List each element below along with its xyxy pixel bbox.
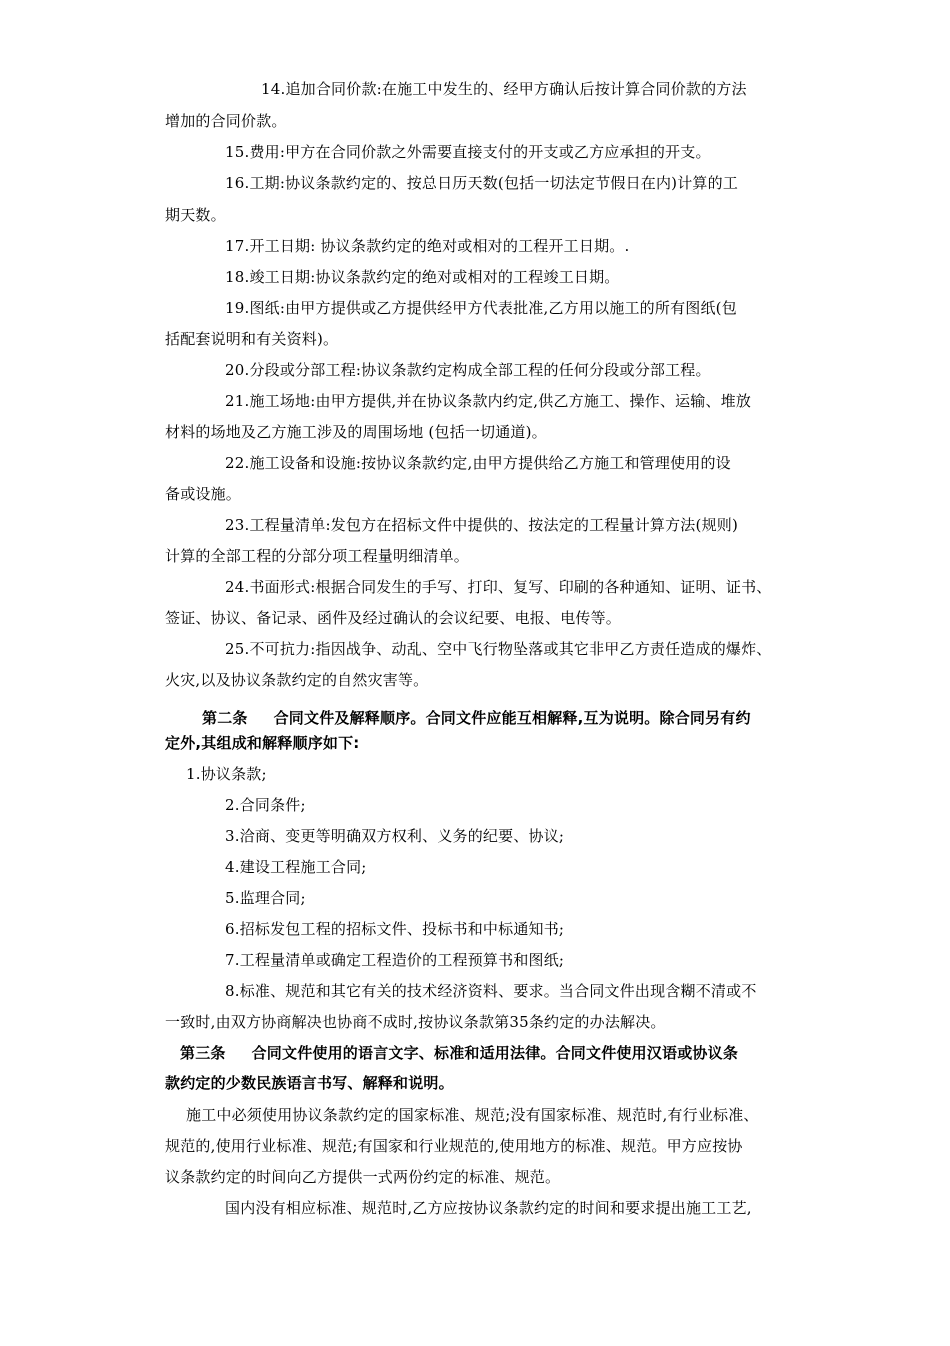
definition-17: 17.开工日期: 协议条款约定的绝对或相对的工程开工日期。. bbox=[225, 237, 630, 255]
article-2-item-3: 3.洽商、变更等明确双方权利、义务的纪要、协议; bbox=[225, 827, 565, 845]
article-3-para1-line2: 规范的,使用行业标准、规范;有国家和行业规范的,使用地方的标准、规范。甲方应按协 bbox=[165, 1137, 743, 1155]
article-2-item-4: 4.建设工程施工合同; bbox=[225, 858, 367, 876]
definition-25-line2: 火灾,以及协议条款约定的自然灾害等。 bbox=[165, 671, 429, 689]
definition-15: 15.费用:甲方在合同价款之外需要直接支付的开支或乙方应承担的开支。 bbox=[225, 143, 711, 161]
definition-19-line1: 19.图纸:由甲方提供或乙方提供经甲方代表批准,乙方用以施工的所有图纸(包 bbox=[225, 299, 737, 317]
article-2-item-8-tail: 一致时,由双方协商解决也协商不成时,按协议条款第35条约定的办法解决。 bbox=[165, 1013, 666, 1031]
article-2-item-8: 8.标准、规范和其它有关的技术经济资料、要求。当合同文件出现含糊不清或不 bbox=[225, 982, 757, 1000]
article-3-label: 第三条 bbox=[180, 1044, 226, 1062]
article-2-item-2: 2.合同条件; bbox=[225, 796, 306, 814]
article-3-heading-line1 bbox=[180, 1043, 738, 1063]
definition-16-line2: 期天数。 bbox=[165, 206, 226, 224]
definition-21-line1: 21.施工场地:由甲方提供,并在协议条款内约定,供乙方施工、操作、运输、堆放 bbox=[225, 392, 752, 410]
definition-14-line2: 增加的合同价款。 bbox=[165, 112, 287, 130]
definition-22-line2: 备或设施。 bbox=[165, 485, 242, 503]
article-3-para1-line1: 施工中必须使用协议条款约定的国家标准、规范;没有国家标准、规范时,有行业标准、 bbox=[186, 1106, 759, 1124]
article-2-item-5: 5.监理合同; bbox=[225, 889, 306, 907]
definition-20: 20.分段或分部工程:协议条款约定构成全部工程的任何分段或分部工程。 bbox=[225, 361, 711, 379]
article-2-item-6: 6.招标发包工程的招标文件、投标书和中标通知书; bbox=[225, 920, 565, 938]
definition-21-line2: 材料的场地及乙方施工涉及的周围场地 (包括一切通道)。 bbox=[165, 423, 547, 441]
definition-14-line1: 14.追加合同价款:在施工中发生的、经甲方确认后按计算合同价款的方法 bbox=[261, 80, 747, 98]
article-2-item-7: 7.工程量清单或确定工程造价的工程预算书和图纸; bbox=[225, 951, 565, 969]
definition-23-line1: 23.工程量清单:发包方在招标文件中提供的、按法定的工程量计算方法(规则) bbox=[225, 516, 739, 534]
article-2-label: 第二条 bbox=[202, 709, 248, 727]
article-2-heading-line2: 定外,其组成和解释顺序如下: bbox=[165, 734, 360, 752]
article-3-para1-line3: 议条款约定的时间向乙方提供一式两份约定的标准、规范。 bbox=[165, 1168, 561, 1186]
article-2-heading-line1 bbox=[202, 708, 751, 728]
definition-24-line1: 24.书面形式:根据合同发生的手写、打印、复写、印刷的各种通知、证明、证书、 bbox=[225, 578, 772, 596]
article-3-heading-line2: 款约定的少数民族语言书写、解释和说明。 bbox=[165, 1074, 454, 1092]
article-2-item-1: 1.协议条款; bbox=[186, 765, 267, 783]
definition-25-line1: 25.不可抗力:指因战争、动乱、空中飞行物坠落或其它非甲乙方责任造成的爆炸、 bbox=[225, 640, 772, 658]
article-3-title: 合同文件使用的语言文字、标准和适用法律。合同文件使用汉语或协议条 bbox=[251, 1044, 739, 1062]
definition-19-line2: 括配套说明和有关资料)。 bbox=[165, 330, 339, 348]
definition-24-line2: 签证、协议、备记录、函件及经过确认的会议纪要、电报、电传等。 bbox=[165, 609, 622, 627]
definition-18: 18.竣工日期:协议条款约定的绝对或相对的工程竣工日期。 bbox=[225, 268, 620, 286]
definition-22-line1: 22.施工设备和设施:按协议条款约定,由甲方提供给乙方施工和管理使用的设 bbox=[225, 454, 731, 472]
article-2-title: 合同文件及解释顺序。合同文件应能互相解释,互为说明。除合同另有约 bbox=[273, 709, 751, 727]
definition-16-line1: 16.工期:协议条款约定的、按总日历天数(包括一切法定节假日在内)计算的工 bbox=[225, 174, 739, 192]
article-3-para2-line1: 国内没有相应标准、规范时,乙方应按协议条款约定的时间和要求提出施工工艺, bbox=[225, 1199, 752, 1217]
definition-23-line2: 计算的全部工程的分部分项工程量明细清单。 bbox=[165, 547, 470, 565]
